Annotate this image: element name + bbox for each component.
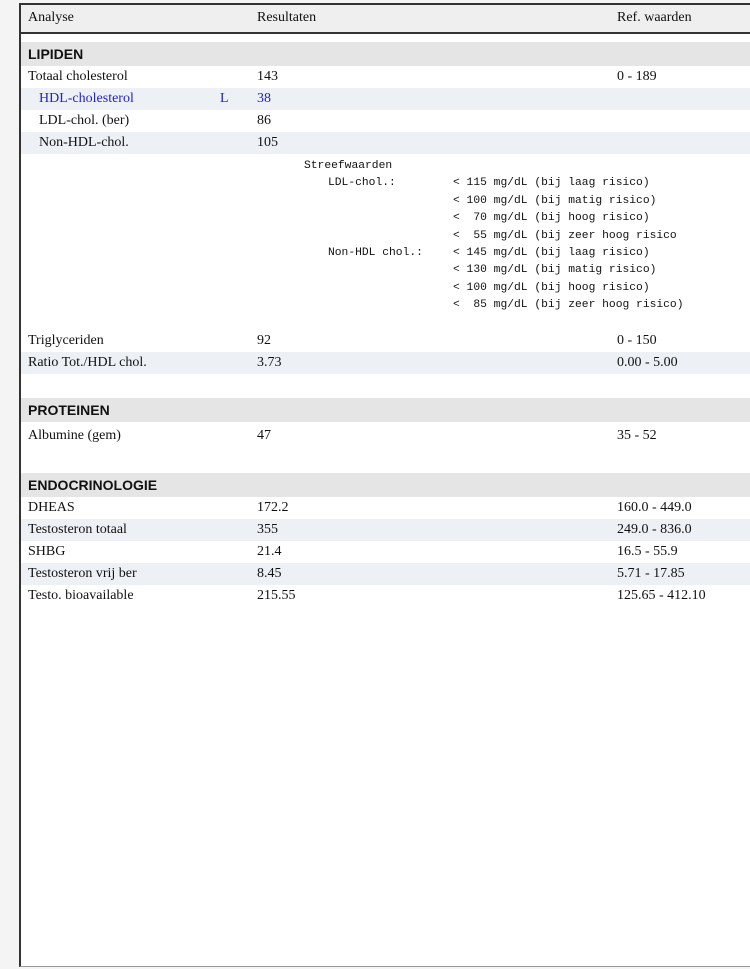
target-line: < 130 mg/dL (bij matig risico)	[453, 264, 657, 277]
section-title: PROTEINEN	[28, 402, 110, 418]
target-line: < 55 mg/dL (bij zeer hoog risico	[453, 229, 677, 242]
streefwaarden-block	[21, 154, 750, 330]
result-value: 86	[257, 113, 271, 128]
analyse-name: Testo. bioavailable	[28, 588, 134, 603]
table-row	[21, 132, 750, 154]
ref-range: 0.00 - 5.00	[617, 355, 678, 370]
analyse-name: Testosteron totaal	[28, 522, 127, 537]
result-value: 47	[257, 428, 271, 443]
result-value: 105	[257, 135, 278, 150]
analyse-name: Non-HDL-chol.	[39, 135, 129, 150]
result-value: 8.45	[257, 566, 282, 581]
table-row	[21, 66, 750, 88]
lab-results-page	[19, 3, 750, 967]
analyse-name: DHEAS	[28, 500, 75, 515]
ref-range: 16.5 - 55.9	[617, 544, 678, 559]
header-analyse: Analyse	[28, 10, 74, 25]
result-value: 21.4	[257, 544, 282, 559]
section-proteinen	[21, 398, 750, 422]
analyse-name: LDL-chol. (ber)	[39, 113, 130, 128]
ref-range: 35 - 52	[617, 428, 657, 443]
table-row	[21, 330, 750, 352]
ref-range: 0 - 189	[617, 69, 657, 84]
ref-range: 5.71 - 17.85	[617, 566, 685, 581]
ref-range: 0 - 150	[617, 333, 657, 348]
table-row	[21, 519, 750, 541]
ref-range: 249.0 - 836.0	[617, 522, 692, 537]
analyse-name: Totaal cholesterol	[28, 69, 128, 84]
result-value: 92	[257, 333, 271, 348]
target-line: < 145 mg/dL (bij laag risico)	[453, 247, 650, 259]
table-row	[21, 563, 750, 585]
analyse-name: Albumine (gem)	[28, 428, 121, 443]
nonhdl-label: Non-HDL chol.:	[328, 247, 423, 259]
header-ref: Ref. waarden	[617, 10, 692, 25]
table-row	[21, 352, 750, 374]
section-title: ENDOCRINOLOGIE	[28, 477, 158, 493]
section-endocrinologie	[21, 473, 750, 497]
result-value: 3.73	[257, 355, 282, 370]
target-line: < 85 mg/dL (bij zeer hoog risico)	[453, 299, 684, 312]
target-line: < 70 mg/dL (bij hoog risico)	[453, 212, 650, 225]
table-row	[21, 585, 750, 607]
result-value: 172.2	[257, 500, 289, 515]
table-header	[21, 5, 750, 34]
section-title: LIPIDEN	[28, 46, 84, 62]
streefwaarden-title: Streefwaarden	[304, 160, 393, 172]
table-row	[21, 497, 750, 519]
section-lipiden	[21, 42, 750, 66]
analyse-name: Testosteron vrij ber	[28, 566, 137, 581]
table-row	[21, 422, 750, 450]
result-value: 38	[257, 91, 271, 106]
ref-range: 160.0 - 449.0	[617, 500, 692, 515]
analyse-name: Triglyceriden	[28, 333, 104, 348]
ldl-label: LDL-chol.:	[328, 177, 396, 190]
result-value: 355	[257, 522, 278, 537]
target-line: < 100 mg/dL (bij matig risico)	[453, 194, 657, 207]
result-value: 215.55	[257, 588, 296, 603]
target-line: < 100 mg/dL (bij hoog risico)	[453, 281, 650, 294]
analyse-name: Ratio Tot./HDL chol.	[28, 355, 147, 370]
ref-range: 125.65 - 412.10	[617, 588, 706, 603]
target-line: < 115 mg/dL (bij laag risico)	[453, 177, 650, 190]
header-results: Resultaten	[257, 10, 317, 25]
table-row	[21, 110, 750, 132]
analyse-name: SHBG	[28, 544, 66, 559]
low-flag: L	[220, 91, 229, 106]
table-row	[21, 541, 750, 563]
result-value: 143	[257, 69, 278, 84]
analyse-name: HDL-cholesterol	[39, 91, 134, 106]
table-row	[21, 88, 750, 110]
